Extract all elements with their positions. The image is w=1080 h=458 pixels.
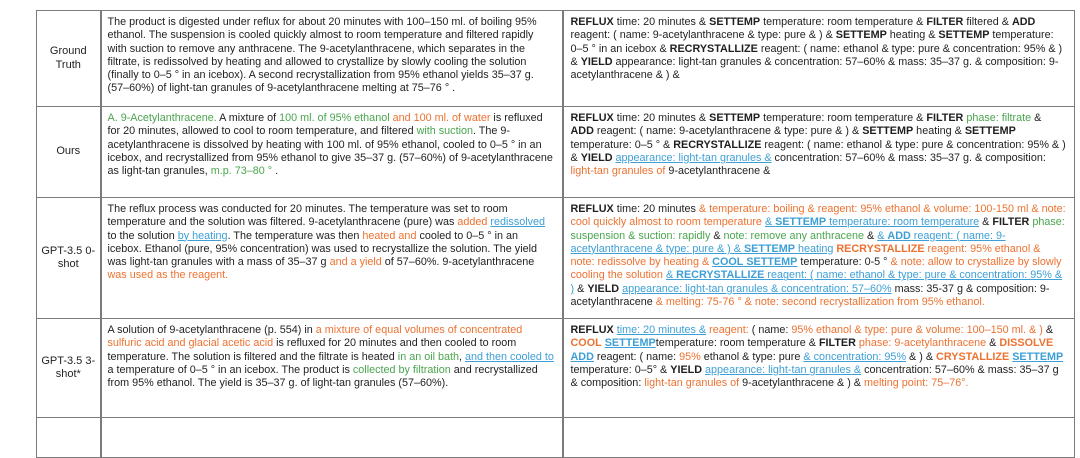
text-segment: FILTER [992, 216, 1030, 229]
text-segment: YIELD [580, 151, 613, 164]
text-segment: temperature: room temperature & [655, 337, 819, 350]
text-segment: 95% ethanol & type: pure & volume: 100–150 ml. & ) [791, 324, 1043, 336]
method-label: GPT-3.5 0-shot [37, 198, 101, 319]
text-segment: The reflux process was conducted for 20 minutes. The temperature was set to room temperature and the solution was filtered. 9-acetylanthracene (pure) was [107, 203, 508, 229]
text-segment: time: 20 minutes & [613, 16, 710, 28]
text-segment: appearance: light-tan granules & concentration: 57–60% & mass: 35–37 g. & composition: 9-acetylanthracene & ) & [570, 55, 1059, 82]
row-ground-truth [37, 11, 1075, 107]
extraction-output [571, 203, 1067, 309]
text-segment: reagent: ( name: ethanol & type: pure & concentration: 95% & ) [570, 269, 1063, 295]
text-segment: RECRYSTALLIZE [676, 269, 765, 282]
text-segment: SETTEMP [746, 256, 798, 269]
procedure-text [108, 112, 555, 178]
text-segment: and 100 ml. of water [392, 112, 491, 124]
comparison-table-body [37, 11, 1075, 458]
text-segment: 100 ml. of 95% ethanol [279, 112, 390, 124]
text-segment: SETTEMP [835, 29, 887, 42]
text-segment: & temperature: boiling & reagent: 95% ethanol & volume: 100-150 ml & note: cool quickly almost to room temperature [570, 203, 1066, 229]
text-segment: & [864, 229, 878, 242]
text-segment: m.p. 73–80 ° [210, 165, 273, 178]
text-segment: The product is digested under reflux for about 20 minutes with 100–150 ml. of boiling 95% ethanol. The suspension is cooled quickly almost to room temperature and filtered rapidly with suction to remove any anthracene. The 9-acetylanthracene, which separates in the filtrate, is redissolved by heating and allowed to crystallize by slowly cooling the solution (finally to 0–5 ° in an icebox). A second recrystallization from 95% ethanol yields 35–37 g. (57–60%) of light-tan granules of 9-acetylanthracene melting at 75–76 ° . [107, 16, 537, 95]
text-segment: 9-acetylanthracene & ) & [739, 377, 864, 390]
text-segment: ADD [887, 229, 911, 242]
procedure-text-cell [101, 107, 563, 198]
text-segment: and recrystallized from 95% ethanol. The yield is 35–37 g. of light-tan granules (57–60%). [107, 363, 538, 390]
text-segment: temperature: room temperature & [760, 16, 927, 28]
text-segment: & [710, 229, 724, 242]
text-segment: appearance: light-tan granules & concentration: 57–60% [622, 282, 892, 295]
text-segment: 9-acetylanthracene & [665, 165, 771, 178]
text-segment: temperature: room temperature & [760, 112, 927, 124]
text-segment: temperature: 0–5 ° & [570, 138, 674, 151]
text-segment: appearance: light-tan granules & [615, 151, 772, 164]
text-segment: temperature: 0–5° & [570, 363, 671, 376]
text-segment: SETTEMP [862, 125, 914, 138]
text-segment: reagent: ( name: 9-acetylanthracene & type: pure & ) & [593, 125, 863, 138]
text-segment: & [986, 337, 1000, 350]
text-segment: reagent: 95% ethanol & note: redissolve by heating & [570, 242, 1041, 269]
text-segment: A. 9-Acetylanthracene. [107, 112, 217, 124]
text-segment: . The temperature was then [227, 229, 363, 242]
method-label-empty [37, 418, 101, 458]
extraction-output-cell [563, 198, 1075, 319]
procedure-text [108, 203, 555, 283]
text-segment: ADD [570, 350, 594, 363]
text-segment: mass: 35-37 g & composition: 9-acetylanthracene [570, 282, 1050, 309]
text-segment: temperature: 0–5 ° in an icebox & [570, 29, 1054, 55]
text-segment: phase: filtrate [966, 112, 1032, 124]
text-segment: COOL [570, 337, 602, 350]
text-segment: & melting: 75-76 ° & note: second recrystallization from 95% ethanol. [655, 296, 985, 309]
extraction-output-cell [563, 319, 1075, 418]
text-segment: with suction [416, 125, 473, 138]
text-segment: , [459, 350, 466, 363]
procedure-text-cell-empty [101, 418, 563, 458]
text-segment: & [665, 269, 677, 282]
row-partial-cutoff [37, 418, 1075, 458]
text-segment: A mixture of [216, 112, 280, 124]
extraction-output [571, 112, 1067, 178]
text-segment: in an oil bath [397, 350, 460, 363]
text-segment: and a yield [329, 256, 382, 269]
text-segment: concentration: 57–60% & mass: 35–37 g. & composition: [771, 151, 1046, 164]
text-segment: SETTEMP [964, 125, 1016, 138]
method-label: GPT-3.5 3-shot* [37, 319, 101, 418]
text-segment: reagent: ( name: 9-acetylanthracene & type: pure & ) & [570, 29, 836, 42]
text-segment: SETTEMP [709, 16, 761, 28]
text-segment: & [574, 282, 588, 295]
text-segment: is refluxed for 20 minutes, allowed to cool to room temperature, and filtered [107, 112, 543, 138]
text-segment: heated and [362, 229, 417, 242]
text-segment: of 57–60%. 9-acetylanthracene [381, 256, 535, 269]
text-segment: RECRYSTALLIZE [669, 42, 758, 55]
text-segment: redissolved [490, 216, 546, 229]
text-segment: SETTEMP [775, 216, 827, 229]
text-segment: a temperature of 0–5 ° in an icebox. The product is [107, 363, 353, 376]
text-segment: & concentration: 95% [803, 350, 907, 363]
text-segment: phase: 9-acetylanthracene [858, 337, 987, 350]
text-segment: & ) & [906, 350, 937, 363]
text-segment: heating & [886, 29, 939, 42]
procedure-text [108, 324, 555, 390]
text-segment: FILTER [818, 337, 856, 350]
text-segment: a mixture of equal volumes of concentrated sulfuric acid and glacial acetic acid [107, 324, 523, 350]
procedure-text-cell [101, 319, 563, 418]
text-segment: SETTEMP [938, 29, 990, 42]
text-segment: SETTEMP [709, 112, 761, 124]
text-segment: COOL [712, 256, 744, 269]
row-gpt35-3shot [37, 319, 1075, 418]
text-segment: YIELD [580, 55, 613, 68]
text-segment: & [1042, 324, 1054, 336]
method-label: Ground Truth [37, 11, 101, 107]
procedure-text-cell [101, 11, 563, 107]
text-segment: time: 20 minutes & [616, 324, 707, 336]
text-segment: temperature: room temperature [826, 216, 980, 229]
text-segment: time: 20 minutes [613, 203, 699, 215]
text-segment: & [764, 216, 776, 229]
text-segment: reagent: ( name: ethanol & type: pure & concentration: 95% & ) & [570, 42, 1063, 68]
text-segment: RECRYSTALLIZE [673, 138, 762, 151]
text-segment: heating [794, 242, 834, 255]
text-segment: time: 20 minutes & [613, 112, 710, 124]
text-segment: SETTEMP [604, 337, 656, 350]
text-segment: DISSOLVE [999, 337, 1054, 350]
procedure-text-cell [101, 198, 563, 319]
text-segment: YIELD [587, 282, 620, 295]
text-segment: & [979, 216, 993, 229]
text-segment: ( name: [748, 324, 792, 336]
text-segment: FILTER [926, 112, 964, 124]
text-segment: & [1031, 112, 1042, 124]
text-segment: is refluxed for 20 minutes and then cooled to room temperature. The solution is filtered and the filtrate is heated [107, 337, 517, 363]
text-segment: 95% [679, 350, 701, 363]
text-segment: REFLUX [570, 112, 614, 124]
text-segment: reagent: ( name: [593, 350, 680, 363]
extraction-output [571, 16, 1067, 82]
extraction-output-cell [563, 11, 1075, 107]
text-segment: YIELD [670, 363, 703, 376]
text-segment: ADD [1011, 16, 1036, 28]
method-comparison-table [36, 10, 1075, 458]
text-segment: FILTER [926, 16, 964, 28]
row-ours [37, 107, 1075, 198]
text-segment: by heating [177, 229, 228, 242]
text-segment: collected by filtration [352, 363, 451, 376]
text-segment: note: remove any anthracene [723, 229, 864, 242]
text-segment: temperature: 0-5 ° [797, 256, 891, 269]
extraction-output-cell-empty [563, 418, 1075, 458]
extraction-output [571, 324, 1067, 390]
text-segment: ADD [570, 125, 594, 138]
procedure-text [108, 16, 555, 96]
text-segment: REFLUX [570, 203, 614, 215]
method-label: Ours [37, 107, 101, 198]
text-segment: ethanol & type: pure [700, 350, 804, 363]
text-segment: melting point: 75–76°. [864, 377, 969, 390]
text-segment: REFLUX [570, 324, 614, 336]
text-segment: reagent: ( name: ethanol & type: pure & concentration: 95% & ) & [570, 138, 1066, 164]
text-segment: light-tan granules of [570, 165, 666, 178]
text-segment: RECRYSTALLIZE [836, 242, 925, 255]
text-segment: appearance: light-tan granules & [705, 363, 862, 376]
extraction-output-cell [563, 107, 1075, 198]
text-segment: reagent: ( name: 9-acetylanthracene & type: pure & ) & [570, 229, 1006, 255]
text-segment: SETTEMP [1012, 350, 1064, 363]
text-segment: filtered & [963, 16, 1012, 28]
text-segment: and then cooled to [465, 350, 554, 363]
text-segment: concentration: 57–60% & mass: 35–37 g & composition: [570, 363, 1059, 390]
text-segment: CRYSTALLIZE [936, 350, 1010, 363]
text-segment: was used as the reagent. [107, 269, 229, 282]
text-segment: light-tan granules of [644, 377, 740, 390]
text-segment: . The 9-acetylanthracene is dissolved by heating with 100 ml. of 95% ethanol, cooled to 0–5 ° in an icebox, and recrystallized from 95% ethanol to give 35–37 g. (57–60%) of 9-acetylanthracene as light-tan granules, [107, 125, 553, 178]
row-gpt35-0shot [37, 198, 1075, 319]
text-segment: & [877, 229, 888, 242]
text-segment: to the solution [107, 229, 178, 242]
text-segment: . [272, 165, 279, 178]
text-segment: phase: suspension & suction: rapidly [570, 216, 1065, 242]
text-segment: A solution of 9-acetylanthracene (p. 554) in [107, 324, 316, 336]
text-segment: SETTEMP [743, 242, 795, 255]
text-segment: added [457, 216, 488, 229]
text-segment: cooled to 0–5 ° in an icebox. Ethanol (pure, 95% concentration) was used to recrystallize the solution. The yield was light-tan granules with a mass of 35–37 g [107, 229, 538, 269]
text-segment: & note: allow to crystallize by slowly cooling the solution [570, 256, 1062, 282]
text-segment: heating & [913, 125, 965, 138]
text-segment: REFLUX [570, 16, 614, 28]
text-segment: reagent: [709, 324, 749, 336]
